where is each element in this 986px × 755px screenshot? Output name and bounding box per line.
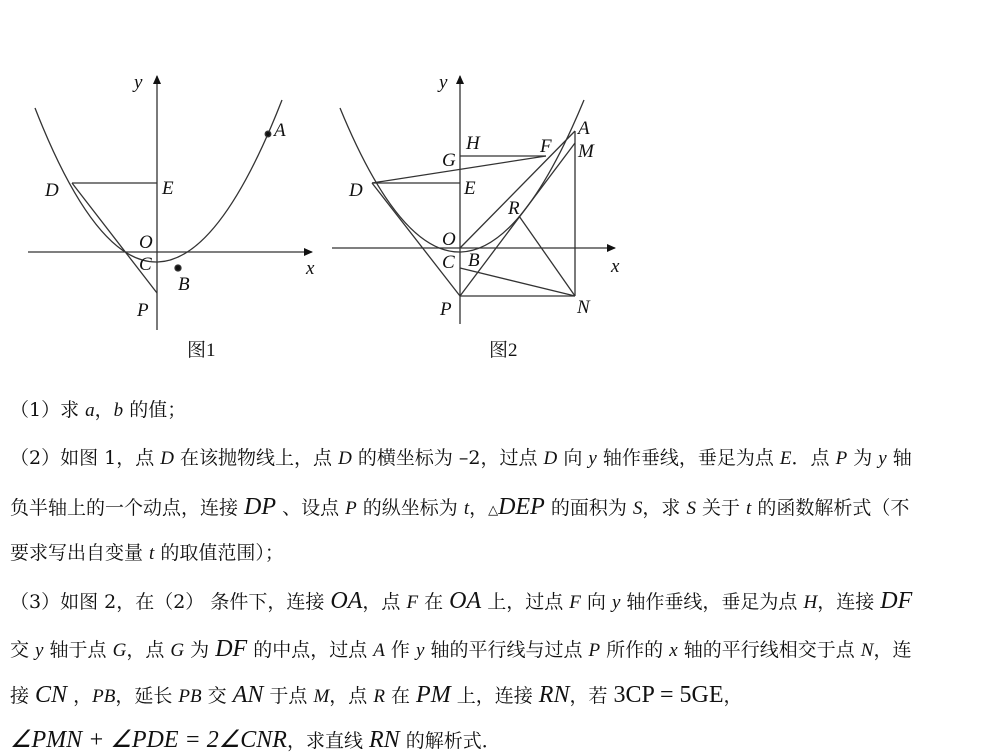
fig1-label-o: O <box>139 232 153 253</box>
fig1-label-d: D <box>45 180 59 201</box>
fig2-label-y: y <box>439 72 448 93</box>
q3-var: x <box>669 640 678 661</box>
question-2-line-3 <box>10 541 284 566</box>
q3-text: （3）如图 2，在（2） <box>10 591 205 613</box>
fig1-label-y: y <box>134 72 143 93</box>
fig1-point-b <box>175 265 181 271</box>
q2-text: 要求写出自变量 <box>10 542 150 564</box>
q2-var: S <box>686 498 696 519</box>
question-2-line-1 <box>10 446 912 471</box>
q3-var: AN <box>232 682 264 708</box>
q3-var: y <box>611 592 621 613</box>
q2-var: E <box>779 448 792 469</box>
q3-var: y <box>35 640 44 661</box>
q2-var: S <box>632 498 643 519</box>
fig1-label-e: E <box>162 178 174 199</box>
fig2-parabola <box>340 100 584 252</box>
q3-text: 轴作垂线，垂足为点 <box>620 591 804 613</box>
q3-equation: 3CP = 5GE <box>613 682 724 708</box>
q3-var: y <box>415 640 425 661</box>
q2-var: DP <box>244 494 277 520</box>
q3-text: ， <box>723 685 743 707</box>
q1-text: ， <box>94 399 114 421</box>
q2-text: 的纵坐标为 <box>356 497 464 519</box>
q3-text: 作 <box>384 639 416 661</box>
q2-var: P <box>835 448 848 469</box>
q3-var: G <box>170 640 185 661</box>
q3-var: M <box>313 686 330 707</box>
q3-text: ，求直线 <box>286 730 369 752</box>
q2-var: y <box>878 448 887 469</box>
question-3-line-2 <box>10 637 911 663</box>
q2-var: t <box>463 498 470 519</box>
q1-text: （1）求 <box>10 399 86 421</box>
fig2-label-n: N <box>577 297 590 318</box>
q3-var: RN <box>538 682 570 708</box>
q3-text: ，点 <box>362 591 407 613</box>
figure-1-labels <box>44 72 315 361</box>
q3-text: 为 <box>184 639 216 661</box>
q1-text: 的值； <box>123 399 187 421</box>
figure-2 <box>332 76 615 324</box>
q2-text: 负半轴上的一个动点，连接 <box>10 497 245 519</box>
fig2-segment-pm <box>460 143 575 296</box>
q3-text: 的解析式． <box>399 730 501 752</box>
q3-text: ，点 <box>329 685 374 707</box>
q3-var: RN <box>368 727 400 753</box>
q3-var: PB <box>178 686 202 707</box>
fig2-label-p: P <box>440 299 452 320</box>
q2-var: t <box>746 498 752 519</box>
fig1-parabola <box>35 100 282 262</box>
q3-text: ，延长 <box>115 685 179 707</box>
q3-var: OA <box>449 588 482 614</box>
q3-text: ，连接 <box>817 591 881 613</box>
q3-text: 在 <box>384 685 417 707</box>
q3-text: 于点 <box>263 685 314 707</box>
q3-var: PB <box>92 686 116 707</box>
q3-text: 向 <box>580 591 612 613</box>
fig1-point-a <box>265 131 271 137</box>
figure-1 <box>28 76 312 330</box>
q2-text: 向 <box>557 447 589 469</box>
q3-var: R <box>373 686 385 707</box>
q1-var-a: a <box>85 400 95 421</box>
q3-text: 交 <box>201 685 233 707</box>
q2-var: P <box>345 498 357 519</box>
fig2-label-d: D <box>349 180 363 201</box>
q2-var: t <box>149 543 155 564</box>
q3-var: G <box>112 640 127 661</box>
q3-text: 接 <box>10 685 36 707</box>
q2-text: 的面积为 <box>544 497 633 519</box>
fig2-label-o: O <box>442 229 456 250</box>
q3-text: ， <box>67 685 93 707</box>
q2-var: D <box>160 448 174 469</box>
fig2-label-r: R <box>508 198 520 219</box>
q2-text: 轴 <box>886 447 912 469</box>
q3-text: 上，连接 <box>450 685 539 707</box>
fig1-label-a: A <box>274 120 286 141</box>
fig1-label-b: B <box>178 274 190 295</box>
fig1-caption: 图1 <box>187 340 216 361</box>
q3-var: F <box>406 592 419 613</box>
fig1-label-x: x <box>306 258 315 279</box>
question-2-line-2 <box>10 495 909 523</box>
q3-var: N <box>860 640 874 661</box>
q2-text: 为 <box>847 447 879 469</box>
fig2-label-c: C <box>442 252 455 273</box>
fig1-label-c: C <box>139 254 152 275</box>
q2-text: ， <box>469 497 489 519</box>
q2-text: 、设点 <box>276 497 346 519</box>
fig2-label-e: E <box>464 178 476 199</box>
q2-text: 的取值范围）； <box>154 542 284 564</box>
fig2-label-m: M <box>578 141 594 162</box>
question-3-line-1 <box>10 589 912 615</box>
q3-var: DF <box>880 588 913 614</box>
q2-text: 的函数解析式（不 <box>751 497 910 519</box>
q1-var-b: b <box>113 400 124 421</box>
q2-var: y <box>588 448 597 469</box>
q3-var: OA <box>330 588 363 614</box>
q2-var: D <box>543 448 558 469</box>
q3-var: CN <box>35 682 68 708</box>
q2-text: （2）如图 1，点 <box>10 447 161 469</box>
q2-text: 的横坐标为 –2，过点 <box>351 447 544 469</box>
fig1-label-p: P <box>137 300 149 321</box>
fig2-label-f: F <box>540 136 552 157</box>
triangle-symbol: △ <box>488 503 499 518</box>
q3-text: 上，过点 <box>481 591 570 613</box>
q3-var: F <box>569 592 581 613</box>
q3-equation: ∠PMN + ∠PDE = 2∠CNR <box>10 727 287 753</box>
q3-text: 轴的平行线与过点 <box>424 639 589 661</box>
question-1 <box>10 398 186 423</box>
q3-text: 轴的平行线相交于点 <box>677 639 861 661</box>
q3-var: P <box>588 640 601 661</box>
fig2-label-b: B <box>468 250 480 271</box>
fig2-caption: 图2 <box>489 340 518 361</box>
question-3-line-3 <box>10 683 743 709</box>
fig2-label-x: x <box>611 256 620 277</box>
q3-text: ，点 <box>126 639 171 661</box>
question-3-line-4 <box>10 728 501 753</box>
fig2-segment-df <box>372 156 546 183</box>
q2-text: 关于 <box>695 497 747 519</box>
q3-text: 条件下，连接 <box>204 591 331 613</box>
q3-text: 的中点，过点 <box>247 639 374 661</box>
fig2-label-g: G <box>442 150 456 171</box>
q3-text: ，若 <box>569 685 614 707</box>
q2-text: ．点 <box>791 447 836 469</box>
q2-var: DEP <box>498 494 545 520</box>
q2-text: ，求 <box>642 497 687 519</box>
q3-text: 所作的 <box>600 639 670 661</box>
q2-text: 在该抛物线上，点 <box>174 447 339 469</box>
q3-var: A <box>373 640 385 661</box>
q3-var: PM <box>416 682 451 708</box>
q3-text: 交 <box>10 639 36 661</box>
q3-var: DF <box>215 636 248 662</box>
q3-text: 轴于点 <box>43 639 113 661</box>
fig2-label-h: H <box>466 133 480 154</box>
q3-text: ，连 <box>873 639 912 661</box>
q3-var: H <box>803 592 818 613</box>
q3-text: 在 <box>418 591 450 613</box>
q2-var: D <box>338 448 352 469</box>
q2-text: 轴作垂线，垂足为点 <box>596 447 780 469</box>
fig2-label-a: A <box>578 118 590 139</box>
figure-2-labels <box>348 72 620 361</box>
